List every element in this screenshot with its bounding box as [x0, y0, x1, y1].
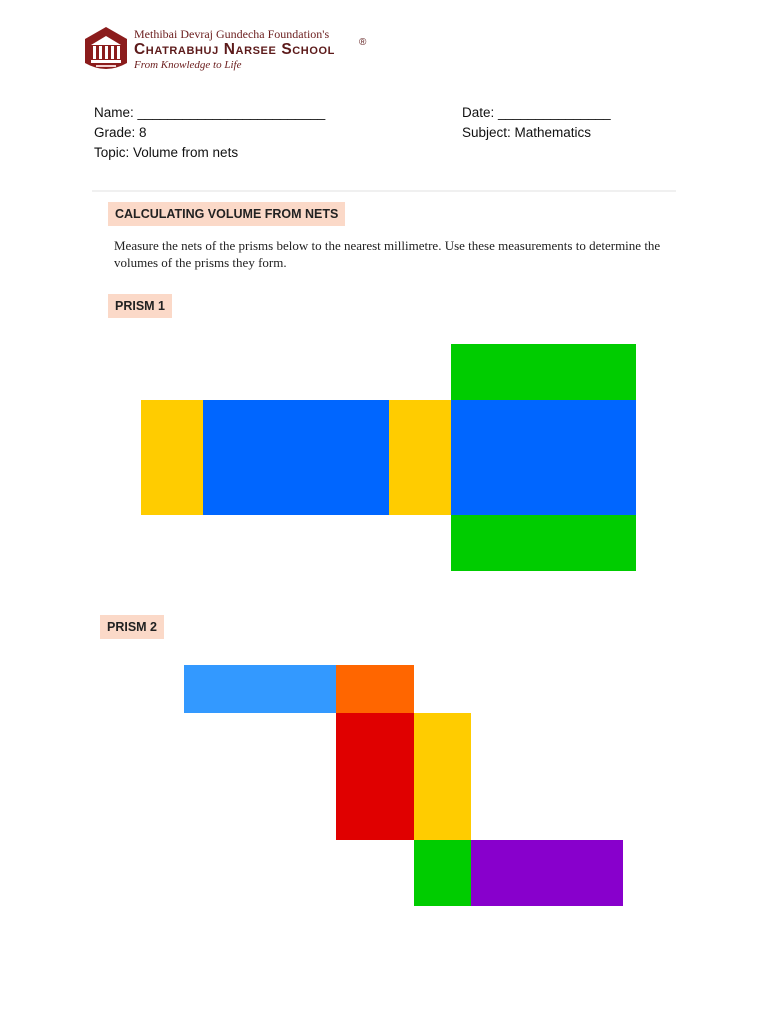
date-field: Date: _______________	[462, 105, 611, 120]
prism2-face-red	[336, 713, 414, 840]
prism2-label: PRISM 2	[100, 615, 164, 639]
prism1-face-green-top	[451, 344, 636, 400]
prism1-face-yellow-right	[389, 400, 451, 515]
name-field: Name: _________________________	[94, 105, 326, 120]
subject-field: Subject: Mathematics	[462, 125, 592, 140]
prism2-face-green	[414, 840, 471, 906]
prism2-face-yellow	[414, 713, 471, 840]
prism2-face-light-blue	[184, 665, 336, 713]
foundation-name: Methibai Devraj Gundecha Foundation's	[134, 27, 330, 41]
school-name: Chatrabhuj Narsee School	[134, 41, 335, 58]
school-emblem-icon	[83, 25, 129, 73]
section-title: CALCULATING VOLUME FROM NETS	[108, 202, 345, 226]
prism2-face-orange	[336, 665, 414, 713]
grade-field: Grade: 8	[94, 125, 147, 140]
prism1-face-blue-right	[451, 400, 636, 515]
prism1-face-blue-left	[203, 400, 389, 515]
registered-mark: ®	[359, 37, 367, 48]
prism1-face-green-bottom	[451, 515, 636, 571]
instructions-text: Measure the nets of the prisms below to the nearest millimetre. Use these measurements to determine the volumes of the prisms they form.	[114, 238, 661, 270]
topic-field: Topic: Volume from nets	[94, 145, 239, 160]
prism2-face-purple	[471, 840, 623, 906]
worksheet-divider	[92, 190, 676, 192]
prism1-label: PRISM 1	[108, 294, 172, 318]
prism1-face-yellow-left	[141, 400, 203, 515]
school-tagline: From Knowledge to Life	[134, 59, 242, 71]
